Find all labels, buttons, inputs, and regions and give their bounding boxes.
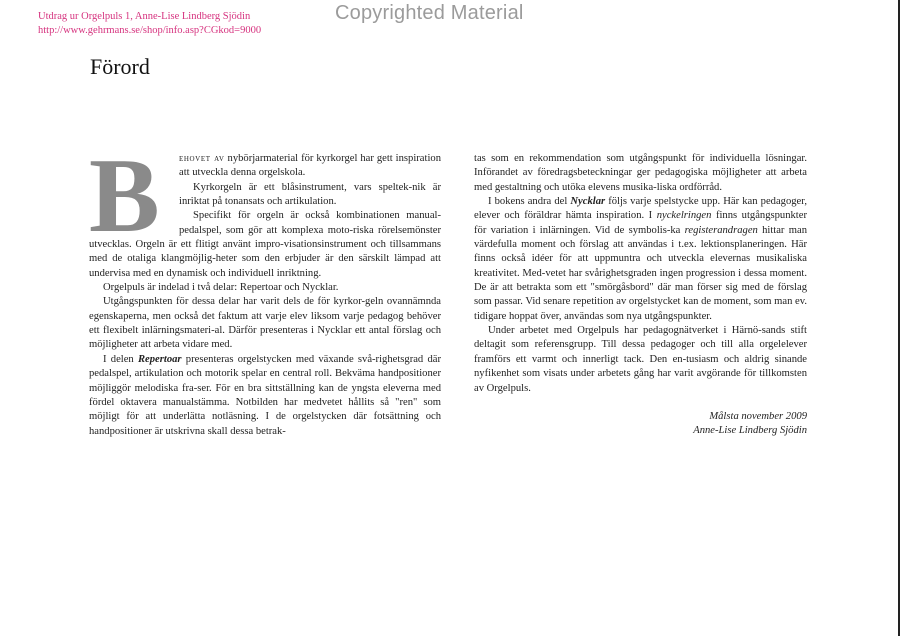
paragraph-text: hittar man värdefulla moment och förslag att användas i t.ex. lektionsplaneringen. Här finns också idéer för att uppmuntra och utveckla elevernas musikaliska kreativitet. Med-vetet har svårighetsgraden ingen progression i dessa moment. De är att betrakta som ett "smörgåsbord" där man förser sig med de förslag som passar. Vid senare repetition av orgelstycket kan de moment, som man ev. tidigare hoppat över, användas som nya utgångspunkter. [474,224,807,322]
copyright-watermark: Copyrighted Material [335,2,524,24]
excerpt-url[interactable]: http://www.gehrmans.se/shop/info.asp?CGkod=9000 [38,25,262,36]
paragraph: Kyrkorgeln är ett blåsinstrument, vars speltek-nik är inriktat på tonansats och artikulation. [179,181,441,208]
excerpt-source: Utdrag ur Orgelpuls 1, Anne-Lise Lindberg Sjödin [38,11,251,22]
emphasis-registerandragen: registerandragen [684,224,758,236]
right-column [474,152,807,439]
signature-name: Anne-Lise Lindberg Sjödin [693,425,807,437]
paragraph-text: följs varje spelstycke upp. Här kan pedagoger, elever och föräldrar hämta inspiration. I [474,196,807,222]
paragraph-text: I bokens andra del [488,196,571,208]
signature-block [474,410,807,439]
paragraph: tas som en rekommendation som utgångspunkt för individuella lösningar. Införandet av föredragsbeteckningar ger pedagogiska möjligheter att arbeta med gestaltning och utöka elevens musika-liska ordförråd. [474,153,807,193]
paragraph [474,195,807,324]
paragraph [89,353,441,439]
excerpt-note [38,10,261,38]
signature-place-date: Målsta november 2009 [709,410,807,422]
paragraph: Orgelpuls är indelad i två delar: Repertoar och Nycklar. [103,282,339,294]
paragraph-text: nybörjarmaterial för kyrkorgel har gett inspiration att utveckla denna orgelskola. [179,153,441,179]
paragraph: Utgångspunkten för dessa delar har varit dels de för kyrkor-geln ovannämnda egenskaperna, men också det faktum att varje elev liksom varje pedagog behöver ett flexibelt inlärningsmateri-al. Därför presenteras i Nycklar ett antal förslag och möjligheter att arbeta vidare med. [89,296,441,351]
emphasis-nycklar: Nycklar [570,196,606,208]
paragraph-text: presenteras orgelstycken med växande svå-righetsgrad där pedalspel, artikulation och motorik spelar en central roll. Bekväma handpositioner möjliggör melodiska fra-ser. För en bra sittställning kan de yngsta eleverna med fördel oktavera manualstämma. Notbilden har medvetet hållits så "ren" som möjligt för att underlätta notläsning. I de orgelstycken där fotsättning och handpositioner är utskrivna skall dessa betrak- [89,353,441,437]
emphasis-repertoar: Repertoar [137,353,182,365]
paragraph-text: I delen [103,353,138,365]
emphasis-nyckelringen: nyckelringen [656,210,712,222]
smallcaps-opening: ehovet av [179,153,225,164]
paragraph-text: finns utgångspunkter för variation i inlärningen. Vid de symbolis-ka [474,210,807,236]
paragraph: Specifikt för orgeln är också kombinationen manual-pedalspel, som gör att komplexa moto-riska rörelsemönster utvecklas. Orgeln är ett flitigt använt impro-visationsinstrument och tillsammans med de otaliga klangmöjlig-heter som den erbjuder är den särskilt lämpad att undervisa med en dynamisk och individuell inriktning. [89,210,441,279]
paragraph: Under arbetet med Orgelpuls har pedagognätverket i Härnö-sands stift deltagit som referensgrupp. Till dessa pedagoger och till alla orgelelever framförs ett varmt och innerligt tack. Den en-tusiasm och aldrig sinande nyfikenhet som visats under arbetets gång har varit avgörande för tillkomsten av Orgelpuls. [474,325,807,394]
left-column [89,137,441,439]
drop-cap: B [89,137,160,254]
page-title: Förord [90,54,150,79]
